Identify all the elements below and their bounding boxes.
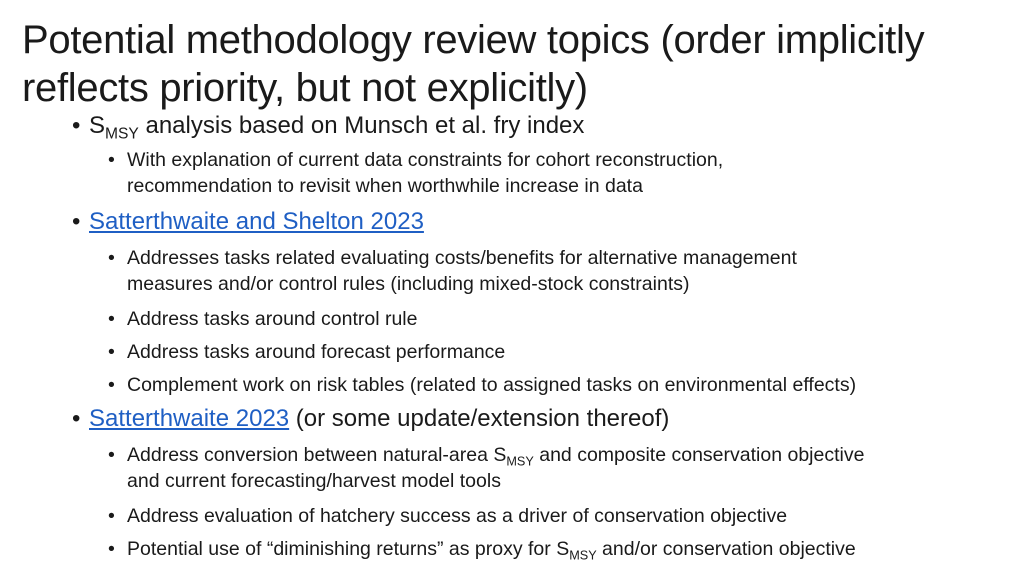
bullet-icon: •	[108, 308, 115, 330]
sub-bullet-item	[108, 306, 417, 332]
sub-item-line: recommendation to revisit when worthwhile increase in data	[127, 175, 643, 197]
item-text: analysis based on Munsch et al. fry index	[138, 112, 585, 139]
sub-item-text: Address conversion between natural-area S	[127, 444, 507, 466]
bullet-icon: •	[72, 208, 81, 235]
item-text: (or some update/extension thereof)	[289, 405, 670, 432]
bullet-icon: •	[72, 112, 81, 139]
bullet-icon: •	[108, 341, 115, 363]
sub-item-line: With explanation of current data constraints for cohort reconstruction,	[127, 149, 724, 171]
link-satterthwaite-shelton-2023[interactable]: Satterthwaite and Shelton 2023	[89, 208, 424, 235]
bullet-item-satterthwaite-shelton	[72, 208, 424, 236]
slide-title: Potential methodology review topics (order implicitly reflects priority, but not explicitly)	[22, 18, 925, 110]
sub-item-line: measures and/or control rules (including mixed-stock constraints)	[127, 273, 690, 295]
sub-item-line: Complement work on risk tables (related to assigned tasks on environmental effects)	[127, 374, 857, 396]
sub-bullet-item	[108, 503, 787, 529]
sub-item-text: and/or conservation objective	[596, 538, 856, 560]
bullet-item-smsy-analysis	[72, 112, 585, 143]
sub-item-line: Address evaluation of hatchery success as a driver of conservation objective	[127, 505, 788, 527]
bullet-item-satterthwaite-2023	[72, 405, 669, 433]
bullet-icon: •	[108, 374, 115, 396]
sub-bullet-item	[108, 442, 864, 494]
sub-bullet-item	[108, 339, 505, 365]
sub-item-subscript: MSY	[506, 454, 534, 469]
sub-bullet-item	[108, 147, 723, 199]
sub-bullet-item	[108, 536, 856, 562]
bullet-icon: •	[108, 247, 115, 269]
sub-item-line: and current forecasting/harvest model tools	[127, 470, 501, 492]
bullet-icon: •	[108, 538, 115, 560]
sub-item-line: Address tasks around forecast performance	[127, 341, 506, 363]
sub-item-line: Addresses tasks related evaluating costs/benefits for alternative management	[127, 247, 797, 269]
sub-bullet-item	[108, 372, 856, 398]
link-satterthwaite-2023[interactable]: Satterthwaite 2023	[89, 405, 290, 432]
bullet-icon: •	[108, 444, 115, 466]
item-subscript: MSY	[105, 125, 139, 143]
item-prefix: S	[89, 112, 106, 139]
bullet-icon: •	[108, 149, 115, 171]
sub-item-text: Potential use of “diminishing returns” as proxy for S	[127, 538, 570, 560]
sub-item-line: Address tasks around control rule	[127, 308, 418, 330]
bullet-icon: •	[72, 405, 81, 432]
sub-item-text: and composite conservation objective	[533, 444, 865, 466]
sub-bullet-item	[108, 245, 797, 297]
bullet-icon: •	[108, 505, 115, 527]
sub-item-subscript: MSY	[569, 548, 597, 563]
